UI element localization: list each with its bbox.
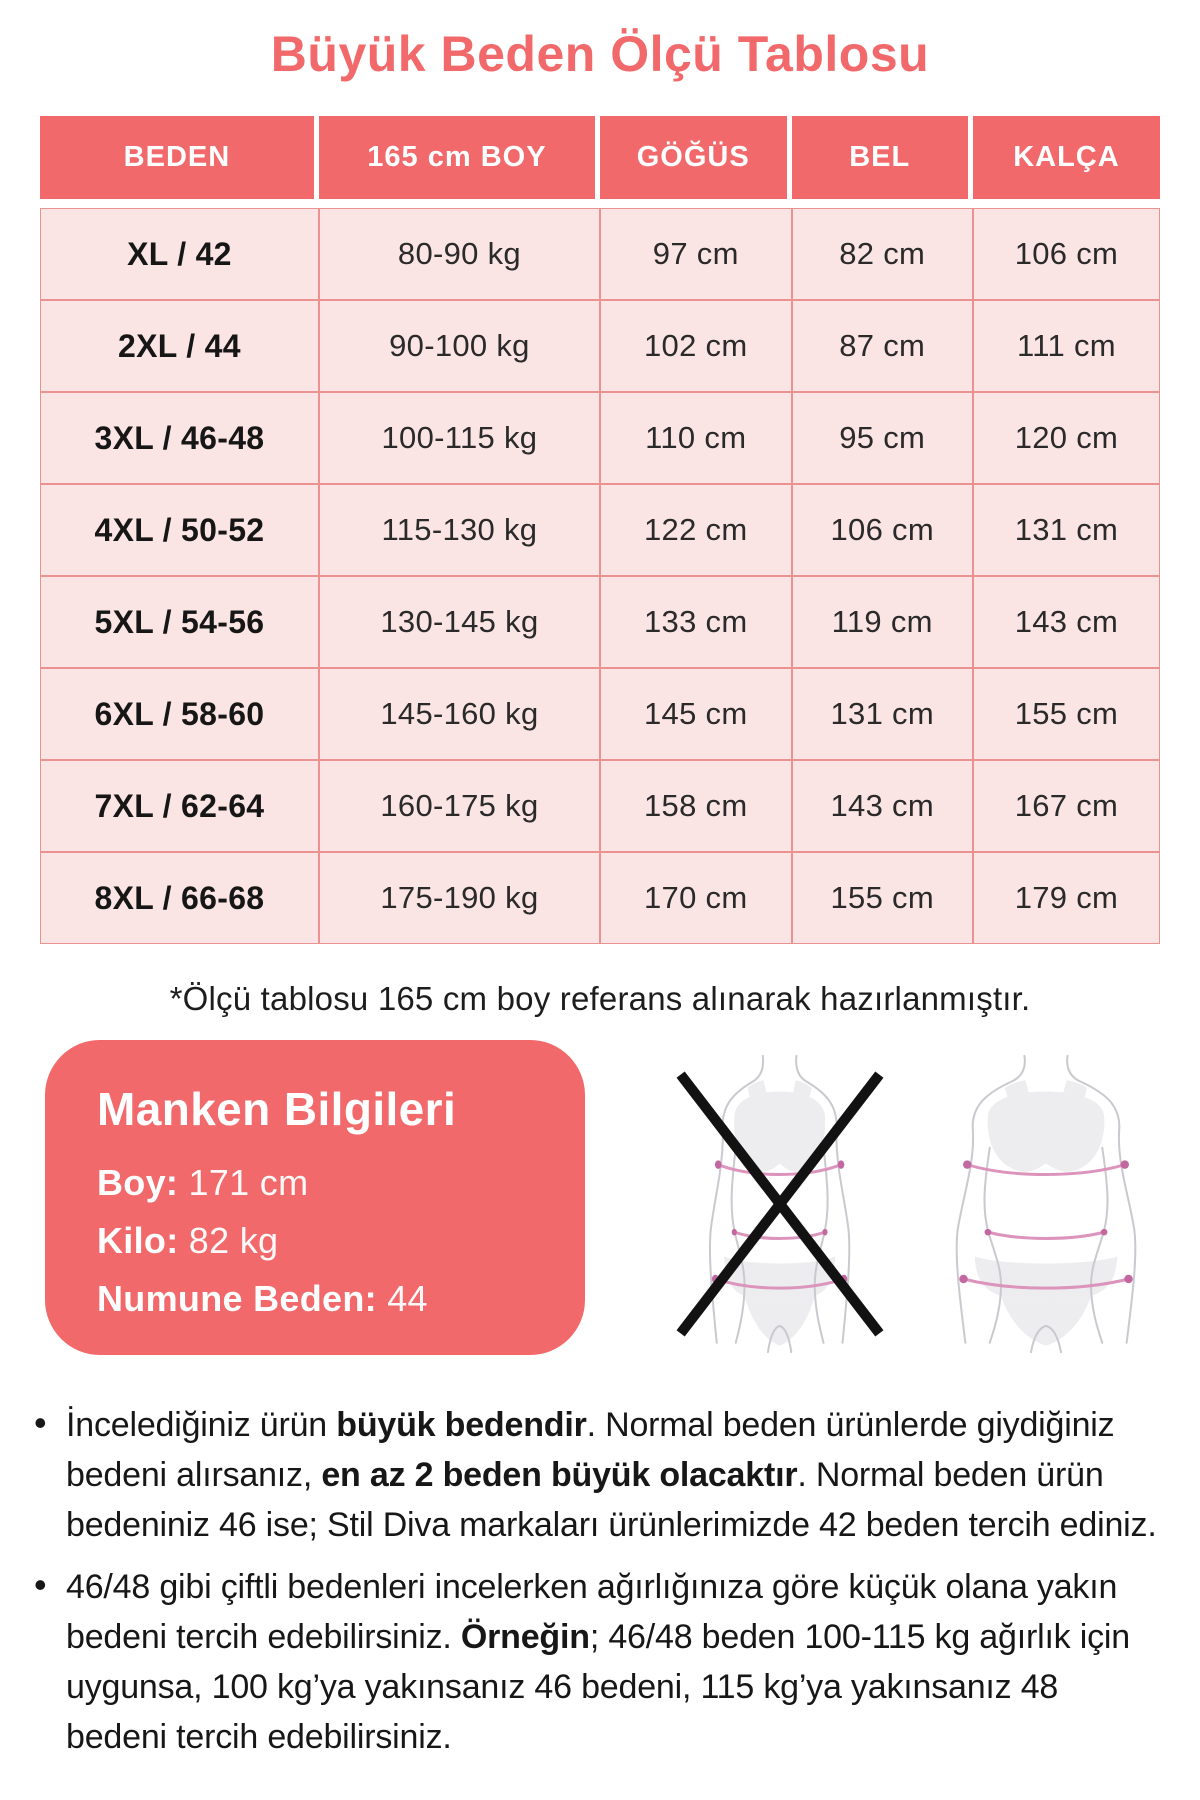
- measurement-cell: 175-190 kg: [319, 852, 600, 944]
- size-cell: 2XL / 44: [40, 300, 319, 392]
- measurement-cell: 131 cm: [792, 668, 973, 760]
- model-info-line: Kilo: 82 kg: [97, 1220, 279, 1261]
- column-header: BEDEN: [40, 116, 319, 208]
- model-info-lines: [97, 1162, 555, 1320]
- measurement-cell: 87 cm: [792, 300, 973, 392]
- model-info-row: [40, 1040, 1160, 1360]
- measurement-cell: 143 cm: [792, 760, 973, 852]
- measurement-cell: 155 cm: [973, 668, 1160, 760]
- measurement-cell: 110 cm: [600, 392, 792, 484]
- measurement-cell: 97 cm: [600, 208, 792, 300]
- measurement-cell: 82 cm: [792, 208, 973, 300]
- model-info-line: Numune Beden: 44: [97, 1278, 428, 1319]
- page-title: Büyük Beden Ölçü Tablosu: [270, 26, 930, 82]
- size-cell: 5XL / 54-56: [40, 576, 319, 668]
- size-cell: 4XL / 50-52: [40, 484, 319, 576]
- correct-figure-illustration: [932, 1054, 1160, 1354]
- measurement-cell: 167 cm: [973, 760, 1160, 852]
- measurement-cell: 106 cm: [792, 484, 973, 576]
- column-header: KALÇA: [973, 116, 1160, 208]
- measurement-cell: 80-90 kg: [319, 208, 600, 300]
- measurement-cell: 133 cm: [600, 576, 792, 668]
- notes-list: [34, 1400, 1162, 1762]
- measurement-cell: 106 cm: [973, 208, 1160, 300]
- measurement-cell: 131 cm: [973, 484, 1160, 576]
- measurement-cell: 95 cm: [792, 392, 973, 484]
- incorrect-figure-illustration: [660, 1054, 900, 1354]
- measurement-cell: 120 cm: [973, 392, 1160, 484]
- model-info-card: [45, 1040, 585, 1355]
- column-header: BEL: [792, 116, 973, 208]
- measurement-cell: 145 cm: [600, 668, 792, 760]
- model-info-title: Manken Bilgileri: [97, 1083, 457, 1135]
- measurement-cell: 158 cm: [600, 760, 792, 852]
- measurement-cell: 155 cm: [792, 852, 973, 944]
- measurement-cell: 145-160 kg: [319, 668, 600, 760]
- note-item: • İncelediğiniz ürün büyük bedendir. Normal beden ürünlerde giydiğiniz bedeni alırsanız, en az 2 beden büyük olacaktır. Normal beden ürün bedeniniz 46 ise; Stil Diva markaları ürünlerimizde 42 beden tercih ediniz.: [34, 1400, 1162, 1550]
- size-cell: XL / 42: [40, 208, 319, 300]
- measurement-cell: 143 cm: [973, 576, 1160, 668]
- size-cell: 8XL / 66-68: [40, 852, 319, 944]
- size-cell: 7XL / 62-64: [40, 760, 319, 852]
- measurement-cell: 179 cm: [973, 852, 1160, 944]
- measurement-cell: 130-145 kg: [319, 576, 600, 668]
- column-header: 165 cm BOY: [319, 116, 600, 208]
- table-footnote: *Ölçü tablosu 165 cm boy referans alınarak hazırlanmıştır.: [169, 980, 1031, 1017]
- measurement-cell: 122 cm: [600, 484, 792, 576]
- column-header: GÖĞÜS: [600, 116, 792, 208]
- measurement-cell: 160-175 kg: [319, 760, 600, 852]
- measurement-cell: 170 cm: [600, 852, 792, 944]
- measurement-cell: 100-115 kg: [319, 392, 600, 484]
- size-cell: 6XL / 58-60: [40, 668, 319, 760]
- size-cell: 3XL / 46-48: [40, 392, 319, 484]
- measurement-cell: 119 cm: [792, 576, 973, 668]
- measurement-cell: 90-100 kg: [319, 300, 600, 392]
- measurement-cell: 115-130 kg: [319, 484, 600, 576]
- measurement-cell: 111 cm: [973, 300, 1160, 392]
- measurement-cell: 102 cm: [600, 300, 792, 392]
- measurement-figures: [660, 1048, 1160, 1360]
- model-info-line: Boy: 171 cm: [97, 1162, 309, 1203]
- size-table: [40, 116, 1160, 944]
- note-item: • 46/48 gibi çiftli bedenleri incelerken ağırlığınıza göre küçük olana yakın bedeni tercih edebilirsiniz. Örneğin; 46/48 beden 100-115 kg ağırlık için uygunsa, 100 kg’ya yakınsanız 46 bedeni, 115 kg’ya yakınsanız 48 bedeni tercih edebilirsiniz.: [34, 1562, 1162, 1762]
